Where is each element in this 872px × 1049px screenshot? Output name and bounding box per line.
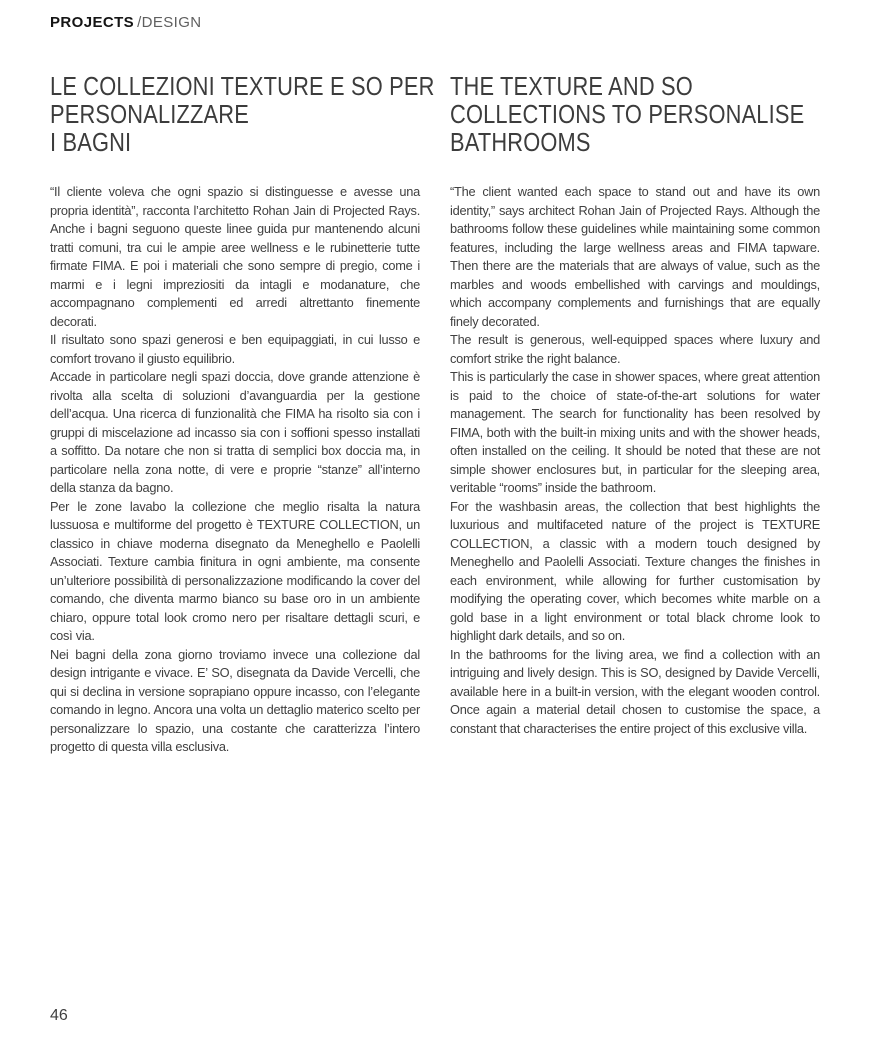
paragraph: Accade in particolare negli spazi doccia, dove grande attenzione è rivolta alla scelta di soluzioni d’avanguardia per la gestione dell’acqua. Una ricerca di funzionalità che FIMA ha risolto sia con i gruppi di miscelazione ad incasso sia con i soffioni spesso installati a soffitto. Da notare che non si tratta di semplici box doccia ma, in particolare nella zona notte, di vere e proprie “stanze” all’interno della stanza da bagno. [50, 369, 420, 495]
page-number: 46 [50, 1007, 68, 1024]
paragraph: The result is generous, well-equipped spaces where luxury and comfort strike the right balance. [450, 332, 820, 366]
paragraph: Per le zone lavabo la collezione che meglio risalta la natura lussuosa e multiforme del progetto è TEXTURE COLLECTION, un classico in chiave moderna disegnato da Meneghello e Paolelli Associati. Texture cambia finitura in ogni ambiente, ma consente un’ulteriore possibilità di personalizzazione modificando la cover del comando, che diventa marmo bianco su base oro in un ambiente chiaro, oppure total look cromo nero per risaltare dettagli scuri, e così via. [50, 498, 420, 643]
column-italian [50, 71, 435, 757]
article-title-english [450, 72, 820, 156]
paragraph: Il risultato sono spazi generosi e ben equipaggiati, in cui lusso e comfort trovano il giusto equilibrio. [50, 332, 420, 366]
article-body-english [450, 183, 820, 738]
paragraph: In the bathrooms for the living area, we find a collection with an intriguing and lively design. This is SO, designed by Davide Vercelli, available here in a built-in version, with the elegant wooden control. Once again a material detail chosen to customise the space, a constant that characterises the entire project of this exclusive villa. [450, 646, 820, 736]
section-label: PROJECTS [50, 14, 135, 31]
article-title-italian [50, 71, 435, 157]
subsection-label: /DESIGN [137, 14, 202, 31]
section-header [50, 14, 820, 31]
paragraph: Nei bagni della zona giorno troviamo invece una collezione dal design intrigante e vivace. E’ SO, disegnata da Davide Vercelli, che qui si declina in versione soprapiano oppure incasso, con l’elegante comando in legno. Ancora una volta un dettaglio materico scelto per personalizzare lo spazio, una costante che caratterizza l’intero progetto di questa villa esclusiva. [50, 646, 420, 754]
article-columns [50, 72, 820, 757]
article-body-italian [50, 183, 420, 757]
paragraph: For the washbasin areas, the collection that best highlights the luxurious and multifaceted nature of the project is TEXTURE COLLECTION, a classic with a modern touch designed by Meneghello and Paolelli Associati. Texture changes the finishes in each environment, while allowing for further customisation by modifying the operating cover, which becomes white marble on a gold base in a light environment or total black chrome look to highlight dark details, and so on. [450, 498, 820, 643]
title-line: BATHROOMS [450, 127, 591, 157]
title-line: COLLECTIONS TO PERSONALISE [450, 99, 805, 129]
title-line: LE COLLEZIONI TEXTURE E SO PER [50, 71, 435, 101]
title-line: THE TEXTURE AND SO [450, 71, 693, 101]
title-line: I BAGNI [50, 127, 132, 157]
paragraph: This is particularly the case in shower spaces, where great attention is paid to the choice of state-of-the-art solutions for water management. The search for functionality has been resolved by FIMA, both with the built-in mixing units and with the shower heads, often installed on the ceiling. It should be noted that these are not simple shower enclosures but, in particular for the sleeping area, veritable “rooms” inside the bathroom. [450, 369, 820, 495]
title-line: PERSONALIZZARE [50, 99, 249, 129]
column-english [450, 72, 820, 757]
paragraph: “Il cliente voleva che ogni spazio si distinguesse e avesse una propria identità”, racconta l’architetto Rohan Jain di Projected Rays. Anche i bagni seguono queste linee guida pur mantenendo alcuni tratti comuni, tra cui le ampie aree wellness e le rubinetterie tutte firmate FIMA. E poi i materiali che sono sempre di pregio, come i marmi e i legni impreziositi da intagli e modanature, che accompagnano complementi ed arredi altrettanto finemente decorati. [50, 184, 420, 329]
paragraph: “The client wanted each space to stand out and have its own identity,” says architect Rohan Jain of Projected Rays. Although the bathrooms follow these guidelines while maintaining some common features, including the large wellness areas and FIMA tapware. Then there are the materials that are always of value, such as the marbles and woods embellished with carvings and mouldings, which accompany complements and furnishings that are equally finely decorated. [450, 184, 820, 329]
